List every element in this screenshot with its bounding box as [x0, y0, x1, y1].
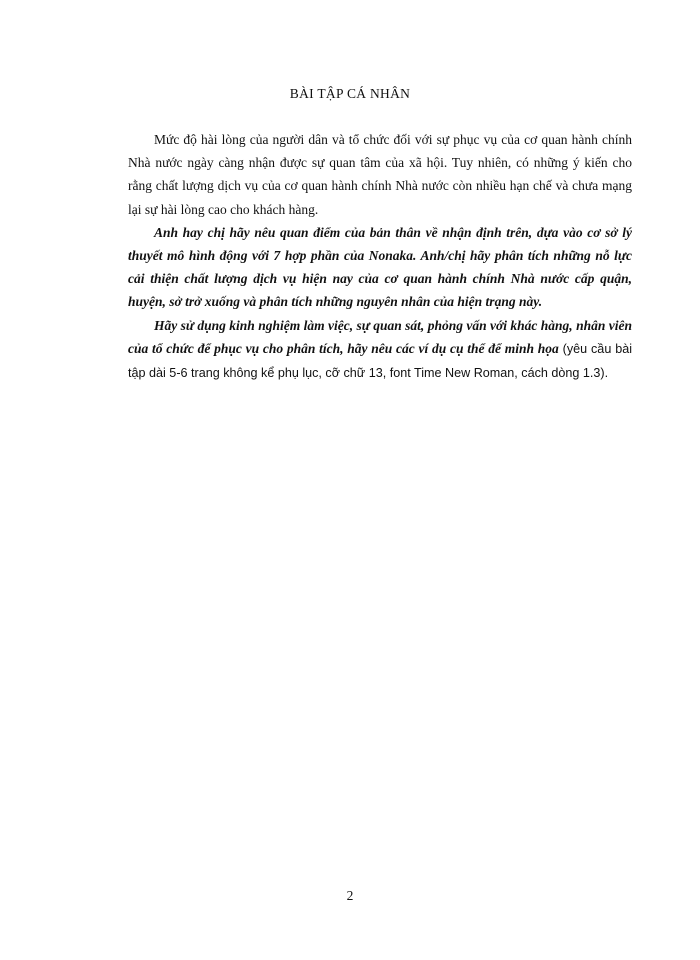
instruction-paragraph — [128, 314, 632, 386]
page-number: 2 — [346, 888, 354, 903]
document-title: BÀI TẬP CÁ NHÂN — [289, 86, 411, 101]
question-paragraph: Anh hay chị hãy nêu quan điểm của bản thân về nhận định trên, dựa vào cơ sở lý thuyết mô hình động với 7 hợp phần của Nonaka. Anh/chị hãy phân tích những nỗ lực cải thiện chất lượng dịch vụ hiện nay của cơ quan hành chính Nhà nước cấp quận, huyện, sở trở xuống và phân tích những nguyên nhân của hiện trạng này. — [128, 224, 632, 310]
intro-paragraph: Mức độ hài lòng của người dân và tổ chức đối với sự phục vụ của cơ quan hành chính Nhà nước ngày càng nhận được sự quan tâm của xã hội. Tuy nhiên, có những ý kiến cho rằng chất lượng dịch vụ của cơ quan hành chính Nhà nước còn nhiều hạn chế và chưa mạng lại sự hài lòng cao cho khách hàng. — [128, 132, 632, 217]
document-body — [128, 128, 632, 385]
instruction-emphasis: Hãy sử dụng kinh nghiệm làm việc, sự quan sát, phỏng vấn với khác hàng, nhân viên của tổ chức để phục vụ cho phân tích, hãy nêu các ví dụ cụ thể để minh họa — [128, 317, 632, 356]
instruction-requirements: (yêu cầu bài tập dài 5-6 trang không kể phụ lục, cỡ chữ 13, font Time New Roman, cách dòng 1.3). — [128, 341, 633, 381]
